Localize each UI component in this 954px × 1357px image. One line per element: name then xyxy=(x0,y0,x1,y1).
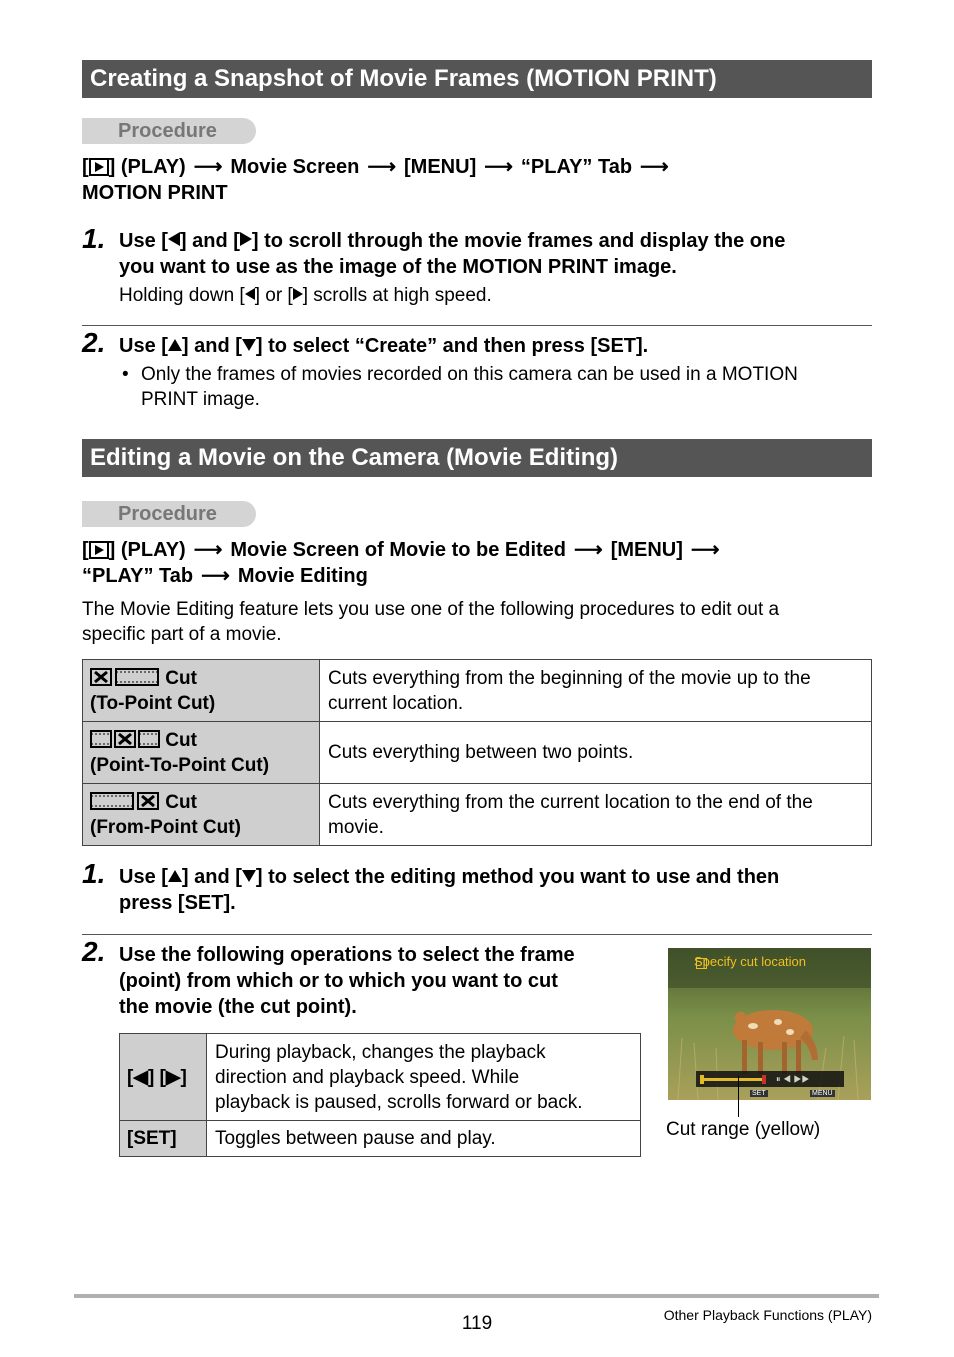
arrow-icon: ⟶ xyxy=(640,156,669,178)
procedure-label: Procedure xyxy=(118,120,217,142)
down-arrow-icon xyxy=(242,870,256,882)
up-arrow-icon xyxy=(168,339,182,351)
cut-desc-from-point: Cuts everything from the current location to the end of the movie. xyxy=(320,784,872,846)
cut-label-point-to-point: Cut (Point-To-Point Cut) xyxy=(83,722,320,784)
arrow-icon: ⟶ xyxy=(574,539,603,561)
arrow-icon: ⟶ xyxy=(193,539,223,561)
cut-label-to-point: Cut (To-Point Cut) xyxy=(83,660,320,722)
arrow-icon: ⟶ xyxy=(201,565,230,587)
procedure-path: [ ] (PLAY) ⟶ Movie Screen of Movie to be Edited ⟶ [MENU] ⟶ “PLAY” Tab ⟶ Movie Editing xyxy=(82,539,720,587)
to-point-cut-icon xyxy=(90,667,160,687)
arrow-icon: ⟶ xyxy=(193,156,223,178)
left-arrow-icon xyxy=(245,288,255,300)
procedure-label: Procedure xyxy=(118,503,217,525)
step1-text: Use [ ] and [ ] to select the editing method you want to use and then press [SET]. xyxy=(119,866,780,914)
screen-set-label: SET xyxy=(752,1090,766,1097)
arrow-icon: ⟶ xyxy=(690,539,720,561)
divider xyxy=(82,934,872,935)
cut-start-marker xyxy=(700,1075,704,1084)
up-arrow-icon xyxy=(168,870,182,882)
bullet-icon: • xyxy=(122,364,129,385)
from-point-cut-icon xyxy=(90,791,160,811)
intro-paragraph: The Movie Editing feature lets you use one of the following procedures to edit out a specific part of a movie. xyxy=(82,599,780,645)
step-number: 2. xyxy=(82,327,106,358)
section-heading-movie-editing: Editing a Movie on the Camera (Movie Editing) xyxy=(82,439,872,477)
footer-rule xyxy=(74,1294,879,1298)
play-icon xyxy=(89,541,109,559)
step2-text: Use [ ] and [ ] to select “Create” and then press [SET]. xyxy=(119,335,649,357)
camera-screen-image xyxy=(668,948,871,1100)
screen-menu-label: MENU xyxy=(812,1090,833,1097)
right-arrow-icon xyxy=(240,232,252,246)
page-number: 119 xyxy=(461,1313,493,1334)
table-row xyxy=(83,660,872,722)
cut-methods-table xyxy=(82,659,872,846)
step1-text: Use [ ] and [ ] to scroll through the movie frames and display the one you want to use as the image of the MOTION PRINT image. xyxy=(119,230,786,278)
divider xyxy=(82,325,872,326)
ops-key-set: [SET] xyxy=(120,1121,207,1157)
cut-label-from-point: Cut (From-Point Cut) xyxy=(83,784,320,846)
step2-bullet: Only the frames of movies recorded on this camera can be used in a MOTION PRINT image. xyxy=(141,364,798,410)
screen-overlay-text: Specify cut location xyxy=(694,954,807,969)
arrow-icon: ⟶ xyxy=(484,156,513,178)
play-icon xyxy=(89,158,109,176)
step-number: 1. xyxy=(82,858,106,889)
step2-text: Use the following operations to select the frame (point) from which or to which you want to cut the movie (the cut point). xyxy=(119,944,575,1018)
step-number: 1. xyxy=(82,223,106,254)
ops-key-arrows: [◀] [▶] xyxy=(120,1034,207,1121)
step-number: 2. xyxy=(82,936,106,967)
caption-leader-line xyxy=(738,1076,739,1117)
image-caption: Cut range (yellow) xyxy=(666,1119,821,1140)
cut-desc-to-point: Cuts everything from the beginning of the movie up to the current location. xyxy=(320,660,872,722)
cut-range-bar xyxy=(700,1078,762,1081)
table-row xyxy=(83,722,872,784)
procedure-tab xyxy=(82,501,256,527)
procedure-tab xyxy=(82,118,256,144)
right-arrow-icon xyxy=(293,288,303,300)
footer-section-name: Other Playback Functions (PLAY) xyxy=(663,1307,872,1323)
ops-desc-arrows: During playback, changes the playback direction and playback speed. While playback is paused, scrolls forward or back. xyxy=(207,1034,641,1121)
cut-desc-point-to-point: Cuts everything between two points. xyxy=(320,722,872,784)
step1-note: Holding down [ ] or [ ] scrolls at high speed. xyxy=(119,285,492,306)
operations-table xyxy=(119,1033,641,1157)
procedure-path: [ ] (PLAY) ⟶ Movie Screen ⟶ [MENU] ⟶ “PLAY” Tab ⟶ MOTION PRINT xyxy=(82,156,669,204)
table-row xyxy=(120,1121,641,1157)
point-to-point-cut-icon xyxy=(90,729,160,749)
cut-end-marker xyxy=(762,1075,766,1084)
table-row xyxy=(120,1034,641,1121)
arrow-icon: ⟶ xyxy=(367,156,397,178)
table-row xyxy=(83,784,872,846)
section-heading-motion-print: Creating a Snapshot of Movie Frames (MOTION PRINT) xyxy=(82,60,872,98)
left-arrow-icon xyxy=(168,232,180,246)
ops-desc-set: Toggles between pause and play. xyxy=(207,1121,641,1157)
checkbox-icon xyxy=(696,958,707,969)
playback-controls-icon: ⏸ ◀ ▶▶ xyxy=(776,1074,810,1084)
down-arrow-icon xyxy=(242,339,256,351)
playback-bar xyxy=(696,1071,844,1087)
